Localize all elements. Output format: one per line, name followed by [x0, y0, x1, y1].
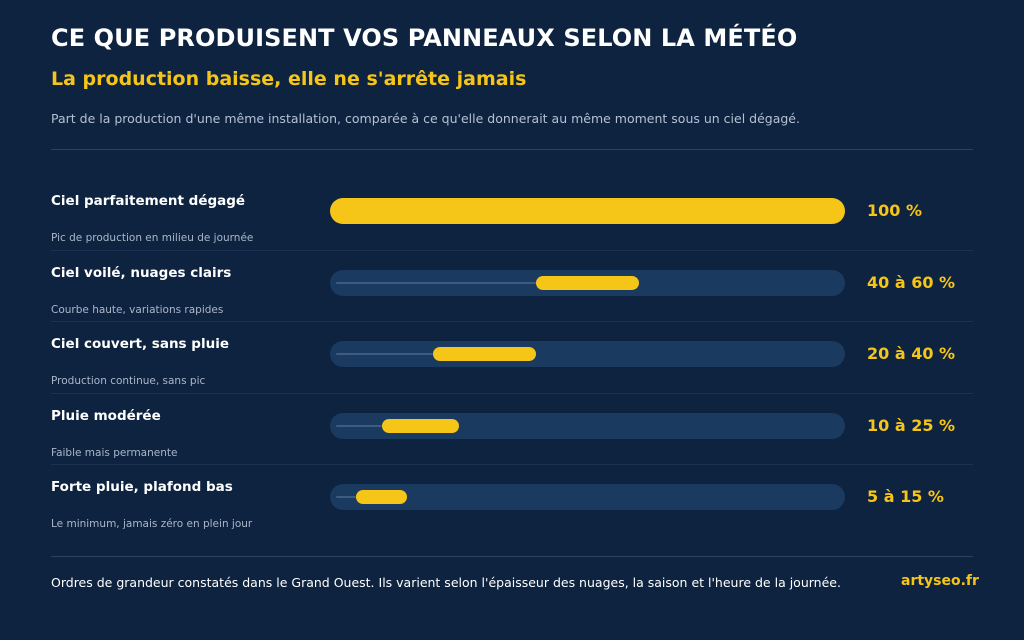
data-label: 40 à 60 %	[867, 272, 956, 292]
category-label: Ciel voilé, nuages clairs	[51, 264, 232, 281]
bar-range	[382, 419, 459, 433]
category-sublabel: Production continue, sans pic	[51, 375, 206, 387]
bar-track	[330, 484, 845, 510]
bar-range	[536, 276, 639, 290]
bar-range	[330, 198, 845, 224]
bottom-divider	[51, 556, 973, 557]
category-sublabel: Courbe haute, variations rapides	[51, 303, 224, 316]
category-label: Ciel couvert, sans pluie	[51, 336, 229, 352]
category-label: Pluie modérée	[51, 407, 161, 424]
bar-range	[356, 490, 408, 504]
row-separator	[51, 393, 973, 394]
bar-track	[330, 341, 845, 367]
chart-description: Part de la production d'une même installation, comparée à ce qu'elle donnerait au même moment sous un ciel dégagé.	[51, 111, 800, 126]
category-sublabel: Le minimum, jamais zéro en plein jour	[51, 518, 253, 530]
page-subtitle: La production baisse, elle ne s'arrête jamais	[51, 68, 527, 90]
page-title: CE QUE PRODUISENT VOS PANNEAUX SELON LA MÉTÉO	[51, 24, 798, 52]
category-label: Forte pluie, plafond bas	[51, 479, 233, 495]
bar-baseline	[336, 282, 536, 284]
bar-track	[330, 198, 845, 224]
footer-note: Ordres de grandeur constatés dans le Grand Ouest. Ils varient selon l'épaisseur des nuages, la saison et l'heure de la journée.	[51, 575, 841, 590]
category-label: Ciel parfaitement dégagé	[51, 193, 246, 209]
data-label: 10 à 25 %	[867, 415, 956, 435]
data-label: 5 à 15 %	[867, 487, 944, 506]
bar-baseline	[336, 496, 356, 498]
row-separator	[51, 250, 973, 251]
row-separator	[51, 464, 973, 465]
bar-track	[330, 270, 845, 296]
category-sublabel: Faible mais permanente	[51, 446, 178, 459]
brand-link[interactable]: artyseo.fr	[901, 573, 979, 589]
bar-baseline	[336, 353, 433, 355]
bar-range	[433, 347, 536, 361]
row-separator	[51, 321, 973, 322]
data-label: 100 %	[867, 201, 922, 220]
data-label: 20 à 40 %	[867, 344, 956, 363]
top-divider	[51, 149, 973, 150]
bar-track	[330, 413, 845, 439]
category-sublabel: Pic de production en milieu de journée	[51, 232, 254, 244]
bar-baseline	[336, 425, 382, 427]
